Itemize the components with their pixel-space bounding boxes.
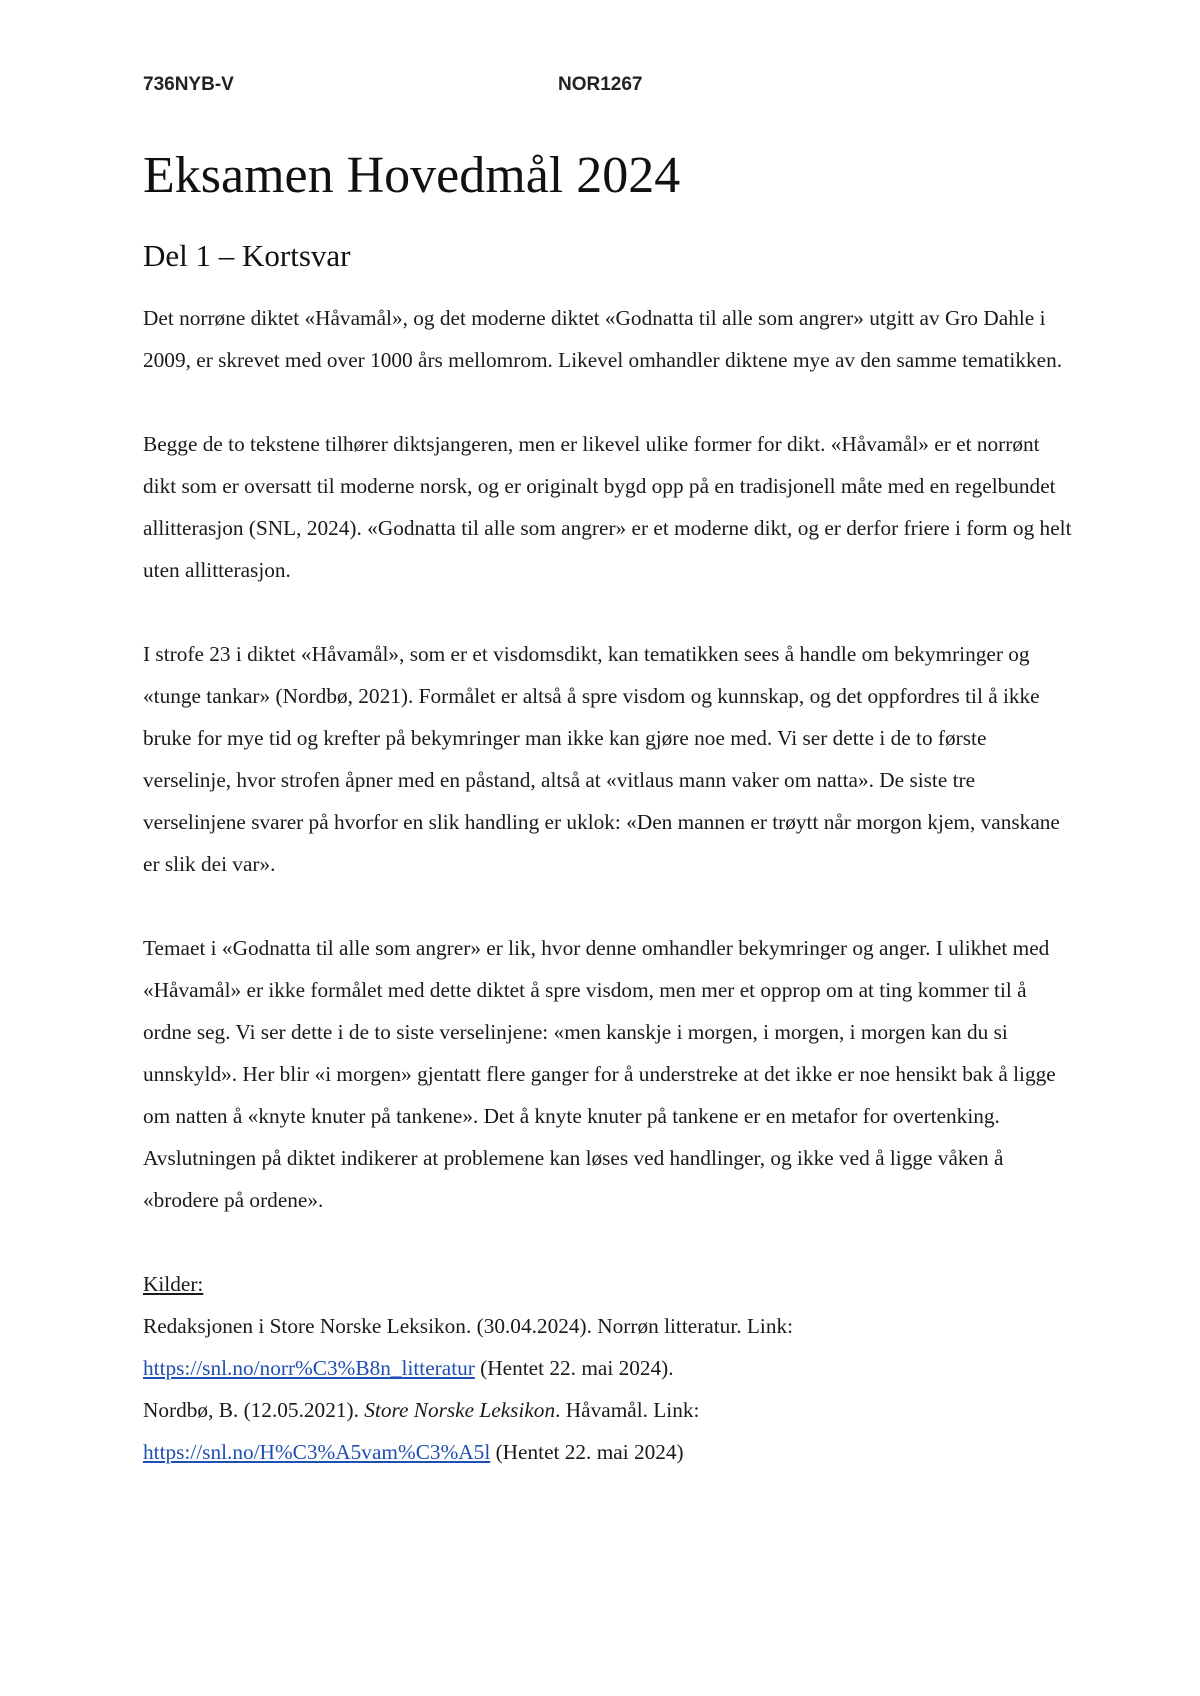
source-2-link-line xyxy=(143,1431,1073,1473)
source-1-citation: Redaksjonen i Store Norske Leksikon. (30.04.2024). Norrøn litteratur. Link: xyxy=(143,1314,794,1338)
source-1-retrieved: (Hentet 22. mai 2024). xyxy=(474,1356,674,1380)
paragraph-1: Det norrøne diktet «Håvamål», og det moderne diktet «Godnatta til alle som angrer» utgitt av Gro Dahle i 2009, er skrevet med over 1000 års mellomrom. Likevel omhandler diktene mye av den samme tematikken. xyxy=(143,306,1063,372)
sources-label: Kilder: xyxy=(143,1272,204,1296)
source-1-link-line xyxy=(143,1347,1073,1389)
source-1-link[interactable]: https://snl.no/norr%C3%B8n_litteratur xyxy=(143,1356,475,1380)
paragraph-2: Begge de to tekstene tilhører diktsjangeren, men er likevel ulike former for dikt. «Håvamål» er et norrønt dikt som er oversatt til moderne norsk, og er originalt bygd opp på en tradisjonell måte med en regelbundet allitterasjon (SNL, 2024). «Godnatta til alle som angrer» er et moderne dikt, og er derfor friere i form og helt uten allitterasjon. xyxy=(143,432,1072,582)
source-2-retrieved: (Hentet 22. mai 2024) xyxy=(490,1440,684,1464)
header-subject-code: NOR1267 xyxy=(558,74,643,95)
source-2-publication: Store Norske Leksikon xyxy=(364,1398,556,1422)
source-2-article: . Håvamål. Link: xyxy=(555,1398,700,1422)
paragraph-3: I strofe 23 i diktet «Håvamål», som er et visdomsdikt, kan tematikken sees å handle om bekymringer og «tunge tankar» (Nordbø, 2021). Formålet er altså å spre visdom og kunnskap, og det oppfordres til å ikke bruke for mye tid og krefter på bekymringer man ikke kan gjøre noe med. Vi ser dette i de to første verselinje, hvor strofen åpner med en påstand, altså at «vitlaus mann vaker om natta». De siste tre verselinjene svarer på hvorfor en slik handling er uklok: «Den mannen er trøytt når morgon kjem, vanskane er slik dei var». xyxy=(143,642,1060,876)
section-heading: Del 1 – Kortsvar xyxy=(143,238,351,273)
header-course-code: 736NYB-V xyxy=(143,74,234,95)
paragraph-4: Temaet i «Godnatta til alle som angrer» er lik, hvor denne omhandler bekymringer og anger. I ulikhet med «Håvamål» er ikke formålet med dette diktet å spre visdom, men mer et opprop om at ting kommer til å ordne seg. Vi ser dette i de to siste verselinjene: «men kanskje i morgen, i morgen, i morgen kan du si unnskyld». Her blir «i morgen» gjentatt flere ganger for å understreke at det ikke er noe hensikt bak å ligge om natten å «knyte knuter på tankene». Det å knyte knuter på tankene er en metafor for overtenking. Avslutningen på diktet indikerer at problemene kan løses ved handlinger, og ikke ved å ligge våken å «brodere på ordene». xyxy=(143,936,1056,1212)
document-title: Eksamen Hovedmål 2024 xyxy=(143,147,681,204)
document-body xyxy=(143,297,1073,1473)
source-2-author: Nordbø, B. (12.05.2021). xyxy=(143,1398,365,1422)
source-2-citation xyxy=(143,1389,1073,1431)
sources-section xyxy=(143,1263,1073,1473)
source-2-link[interactable]: https://snl.no/H%C3%A5vam%C3%A5l xyxy=(143,1440,491,1464)
